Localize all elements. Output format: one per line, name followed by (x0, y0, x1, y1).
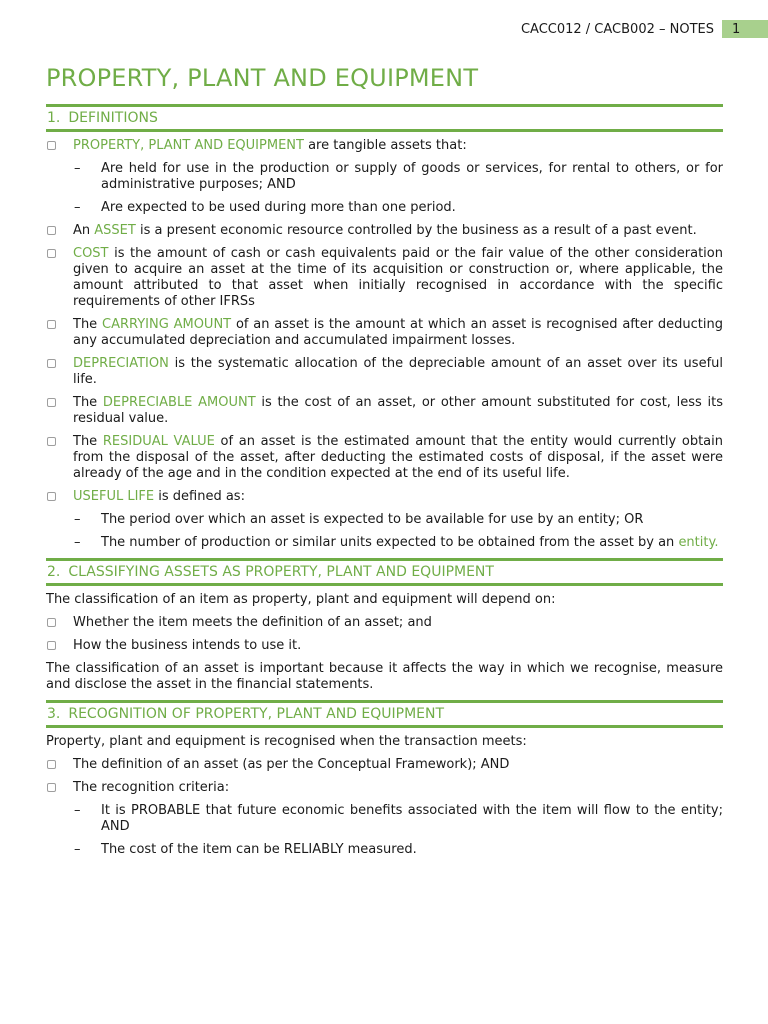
page-title: PROPERTY, PLANT AND EQUIPMENT (46, 64, 479, 92)
sub-point-text: The cost of the item can be RELIABLY measured. (101, 842, 417, 857)
sub-point (46, 535, 723, 551)
square-bullet-icon (47, 320, 56, 329)
definition-useful-life (46, 489, 723, 505)
term: CARRYING AMOUNT (102, 317, 232, 332)
sub-point (46, 200, 723, 216)
page-number: 1 (722, 20, 768, 38)
definition-text: of an asset is the amount at which an asset is recognised after deducting any accumulated depreciation and accumulated impairment losses. (73, 317, 724, 348)
sub-point (46, 512, 723, 528)
section-title: DEFINITIONS (68, 110, 158, 126)
section-heading-recognition (46, 700, 723, 728)
section-number: 2. (47, 564, 61, 580)
square-bullet-icon (47, 398, 56, 407)
term: DEPRECIABLE AMOUNT (102, 395, 256, 410)
course-code: CACC012 / CACB002 – NOTES (520, 21, 714, 37)
definition-text: is a present economic resource controlled by the business as a result of a past event. (135, 223, 697, 238)
sub-point (46, 803, 723, 835)
section-title: CLASSIFYING ASSETS AS PROPERTY, PLANT AND EQUIPMENT (68, 564, 494, 580)
dash-icon: – (74, 535, 81, 550)
document-body (46, 104, 723, 865)
sub-point-text: The period over which an asset is expected to be available for use by an entity; OR (101, 512, 644, 527)
sub-point-text: The number of production or similar units expected to be obtained from the asset by an (101, 535, 679, 550)
definition-depreciable-amount (46, 395, 723, 427)
sub-point-text: Are expected to be used during more than one period. (101, 200, 456, 215)
paragraph: The classification of an asset is important because it affects the way in which we recognise, measure and disclose the asset in the financial statements. (46, 661, 723, 692)
lead-text: The (73, 317, 102, 332)
square-bullet-icon (47, 618, 56, 627)
list-item (46, 615, 723, 631)
definition-asset (46, 223, 723, 239)
square-bullet-icon (47, 760, 56, 769)
term: DEPRECIATION (73, 356, 169, 371)
definition-text: is the amount of cash or cash equivalents paid or the fair value of the other consideration given to acquire an asset at the time of its acquisition or construction or, where applicable, the amount attributed to that asset when initially recognised in accordance with the specific requirements of other IFRSs (73, 246, 723, 309)
square-bullet-icon (47, 226, 56, 235)
section-title: RECOGNITION OF PROPERTY, PLANT AND EQUIPMENT (68, 706, 445, 722)
list-item (46, 757, 723, 773)
sub-point-text: It is PROBABLE that future economic benefits associated with the item will flow to the entity; AND (101, 803, 723, 834)
section-number: 1. (47, 110, 61, 126)
term: ASSET (94, 223, 136, 238)
dash-icon: – (74, 842, 81, 857)
term: RESIDUAL VALUE (102, 434, 215, 449)
list-item-text: The definition of an asset (as per the Conceptual Framework); AND (73, 757, 510, 772)
term: PROPERTY, PLANT AND EQUIPMENT (73, 138, 304, 153)
square-bullet-icon (47, 641, 56, 650)
list-item (46, 780, 723, 796)
list-item-text: How the business intends to use it. (73, 638, 302, 653)
square-bullet-icon (47, 249, 56, 258)
dash-icon: – (74, 161, 81, 176)
list-item (46, 638, 723, 654)
square-bullet-icon (47, 437, 56, 446)
sub-point (46, 842, 723, 858)
definition-ppe (46, 138, 723, 154)
term: USEFUL LIFE (73, 489, 155, 504)
paragraph: Property, plant and equipment is recognised when the transaction meets: (46, 734, 527, 749)
term: COST (73, 246, 109, 261)
definition-text: is the cost of an asset, or other amount substituted for cost, less its residual value. (73, 395, 723, 426)
section-number: 3. (47, 706, 61, 722)
sub-point (46, 161, 723, 193)
section-heading-classifying (46, 558, 723, 586)
lead-text: The (73, 434, 103, 449)
page-header (521, 20, 768, 38)
square-bullet-icon (47, 492, 56, 501)
lead-text: An (73, 223, 95, 238)
definition-residual-value (46, 434, 723, 482)
highlighted-word: entity. (678, 535, 719, 550)
list-item-text: The recognition criteria: (73, 780, 230, 795)
definition-depreciation (46, 356, 723, 388)
definition-text: is the systematic allocation of the depreciable amount of an asset over its useful life. (73, 356, 723, 387)
definition-text: is defined as: (154, 489, 245, 504)
definition-cost (46, 246, 723, 310)
section-heading-definitions (46, 104, 723, 132)
definition-carrying-amount (46, 317, 723, 349)
paragraph: The classification of an item as property, plant and equipment will depend on: (46, 592, 556, 607)
dash-icon: – (74, 200, 81, 215)
dash-icon: – (74, 803, 81, 818)
sub-point-text: Are held for use in the production or supply of goods or services, for rental to others, or for administrative purposes; AND (101, 161, 723, 192)
dash-icon: – (74, 512, 81, 527)
square-bullet-icon (47, 359, 56, 368)
definition-text: are tangible assets that: (303, 138, 467, 153)
list-item-text: Whether the item meets the definition of an asset; and (73, 615, 432, 630)
definition-text: of an asset is the estimated amount that the entity would currently obtain from the disposal of the asset, after deducting the estimated costs of disposal, if the asset were already of the age and in the condition expected at the end of its useful life. (73, 434, 723, 481)
lead-text: The (73, 395, 103, 410)
square-bullet-icon (47, 141, 56, 150)
square-bullet-icon (47, 783, 56, 792)
